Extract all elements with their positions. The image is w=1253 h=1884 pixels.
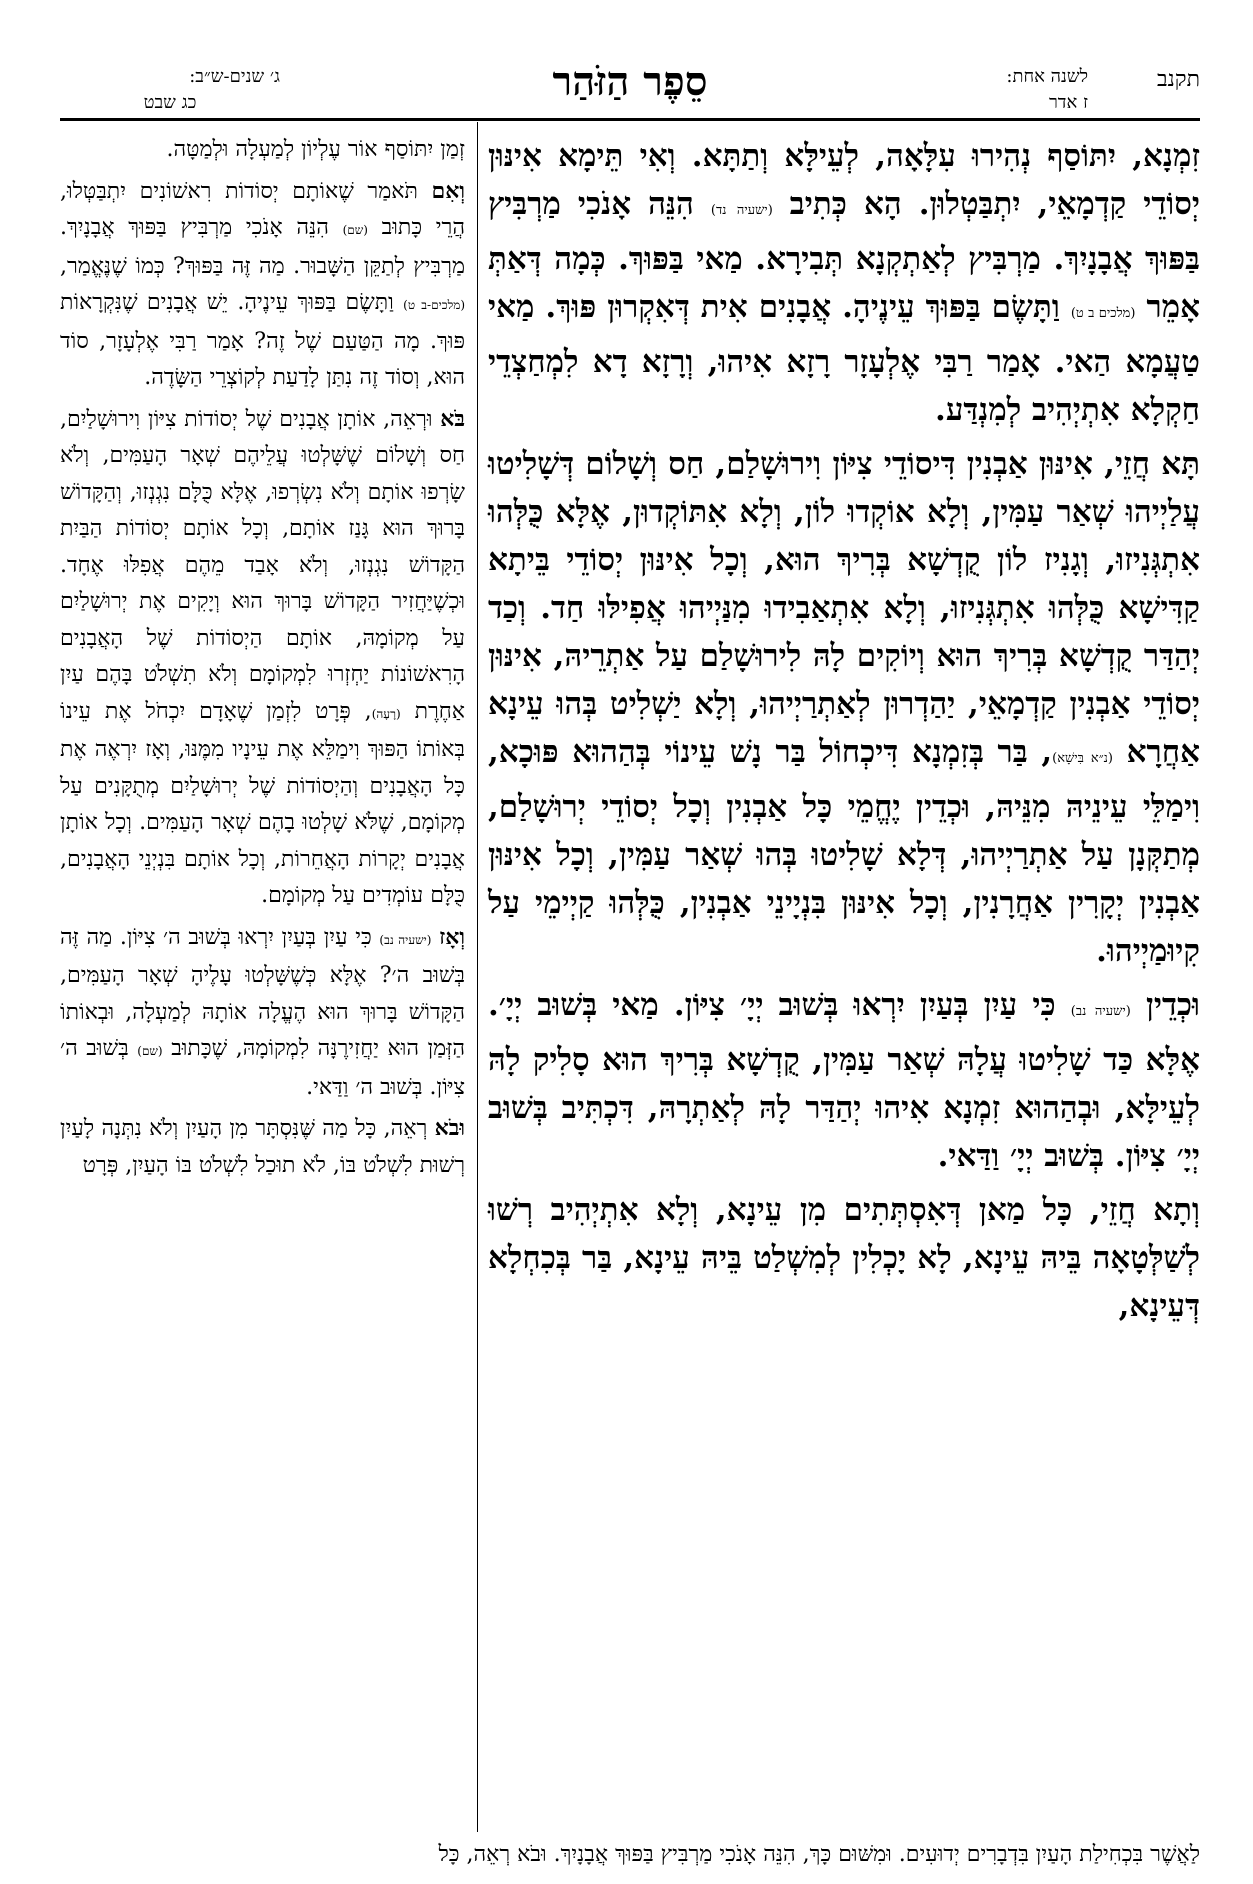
- side-text: רְאֵה, כָּל מַה שֶּׁנִּסְתָּר מִן הָעַיִן וְלֹא נִתְּנָה לָעַיִן רְשׁוּת לִשְׁלֹט בּוֹ, לֹא תוּכַל לִשְׁלֹט בּוֹ הָעַיִן, פְּרָט: [60, 1116, 465, 1178]
- side-text: וַתָּשֶׂם בַּפּוּךְ עֵינֶיהָ. יֵשׁ אֲבָנִים שֶׁנִּקְרָאוֹת פּוּךְ. מָה הַטַּעַם שֶׁל זֶה? אָמַר רַבִּי אֶלְעָזָר, סוֹד הוּא, וְסוֹד זֶה נִתַּן לָדַעַת לְקוֹצְרֵי הַשָּׂדֶה.: [60, 290, 465, 390]
- opening-word: בֹּא: [440, 405, 465, 432]
- verse-reference: (שם): [342, 223, 368, 237]
- side-text: תֹּאמַר שֶׁאוֹתָם יְסוֹדוֹת רִאשׁוֹנִים יִתְבַּטְּלוּ, הֲרֵי כָּתוּב: [60, 178, 465, 240]
- side-text: הִנֵּה אָנֹכִי מַרְבִּיץ בַּפּוּךְ אֲבָנָיִךְ. מַרְבִּיץ לְתַקֵּן הַשָּׁבוּר. מַה זֶּה בַּפּוּךְ? כְּמוֹ שֶׁנֶּאֱמַר,: [60, 215, 465, 279]
- year-date: ז אדר: [1048, 92, 1088, 113]
- verse-reference: (ישעיה נב): [379, 932, 432, 947]
- side-paragraph-2: [60, 173, 465, 397]
- side-text: בְּשׁוּב ה׳ צִיּוֹן. בְּשׁוּב ה׳ וַדַּאי.: [60, 1036, 465, 1100]
- footer-continuation: לַאֲשֶׁר בִּכְחִילַת הָעַיִן בִּדְבָרִים יְדוּעִים. וּמִשּׁוּם כָּךְ, הִנֵּה אָנֹכִי מַרְבִּיץ בַּפּוּךְ אֲבָנָיִךְ. וּבֹא רְאֵה, כָּל: [438, 1842, 1200, 1867]
- side-text: וּרְאֵה, אוֹתָן אֲבָנִים שֶׁל יְסוֹדוֹת צִיּוֹן וִירוּשָׁלַיִם, חַס וְשָׁלוֹם שֶׁשָּׁלְטוּ עֲלֵיהֶם שְׁאָר הָעַמִּים, וְלֹא שָׂרְפוּ אוֹתָם וְלֹא נִשְׂרְפוּ, אֶלָּא כֻּלָּם נִגְנְזוּ, וְהַקָּדוֹשׁ בָּרוּךְ הוּא גָּנַז אוֹתָם, וְכָל אוֹתָם יְסוֹדוֹת הַבַּיִת הַקָּדוֹשׁ נִגְנְזוּ, וְלֹא אָבַד מֵהֶם אֲפִלּוּ אֶחָד. וּכְשֶׁיַּחֲזִיר הַקָּדוֹשׁ בָּרוּךְ הוּא וְיָקִים אֶת יְרוּשָׁלַיִם עַל מְקוֹמָהּ, אוֹתָם הַיְסוֹדוֹת שֶׁל הָאֲבָנִים הָרִאשׁוֹנוֹת יַחְזְרוּ לִמְקוֹמָם וְלֹא תִשְׁלֹט בָּהֶם עַיִן אַחֶרֶת: [60, 406, 466, 724]
- main-text: זִמְנָא, יִתּוֹסַף נְהִירוּ עִלָּאָה, לְעֵילָּא וְתַתָּא. וְאִי תֵּימָא אִינּוּן יְסוֹדֵי קַדְמָאֵי, יִתְבַּטְלוּן. הָא כְּתִיב: [488, 138, 1201, 222]
- main-paragraph-3: [488, 981, 1200, 1180]
- main-paragraph-1: [488, 132, 1200, 434]
- year-schedule: [1006, 64, 1088, 116]
- variant-reference: (רָעָה): [371, 706, 401, 721]
- opening-word: וְאִם: [431, 177, 465, 204]
- side-paragraph-4: [60, 919, 465, 1107]
- opening-word: וּבֹא: [434, 1115, 465, 1141]
- verse-reference: (ישעיה נב): [1070, 1004, 1131, 1019]
- main-text: וַתָּשֶׂם בַּפּוּךְ עֵינֶיהָ. אֲבָנִים אִית דְּאִקְרוּן פּוּךְ. מַאי טַעֲמָא הַאי. אָמַר רַבִּי אֶלְעָזָר רָזָא אִיהוּ, וְרָזָא דָא לִמְחַצְדֵי חַקְלָא אִתְיְהִיב לְמִנְדַּע.: [488, 289, 1200, 428]
- main-paragraph-4: וְתָא חֲזֵי, כָּל מַאן דְּאִסְתְּתִים מִן עֵינָא, וְלָא אִתְיְהִיב רְשׁוּ לְשַׁלְּטָאָה בֵּיהּ עֵינָא, לָא יָכְלִין לְמִשְׁלַט בֵּיהּ עֵינָא, בַּר בְּכִחְלָא דְּעֵינָא,: [488, 1192, 1200, 1324]
- side-paragraph-5: [60, 1110, 465, 1184]
- cycle-schedule: [60, 64, 280, 116]
- side-text: כִּי עַיִן בְּעַיִן יִרְאוּ בְּשׁוּב ה׳ צִיּוֹן. מַה זֶּה בְּשׁוּב ה׳? אֶלָּא כְּשֶׁשָּׁלְטוּ עָלֶיהָ שְׁאָר הָעַמִּים, הַקָּדוֹשׁ בָּרוּךְ הוּא הֶעֱלָה אוֹתָהּ לְמַעְלָה, וּבְאוֹתוֹ הַזְּמַן הוּא יַחֲזִירֶנָּה לִמְקוֹמָהּ, שֶׁכָּתוּב: [60, 924, 466, 1061]
- column-divider: [477, 122, 478, 1832]
- section-label: תקנב: [1157, 67, 1200, 92]
- main-text: הִנֵּה אָנֹכִי מַרְבִּיץ בַּפּוּךְ אֲבָנָיִךְ. מַרְבִּיץ לְאַתְקְנָא תְּבִירָא. מַאי בַּפּוּךְ. כְּמָה דְּאַתְּ אָמֵר: [488, 186, 1201, 325]
- cycle-date: כג שבט: [143, 92, 197, 113]
- verse-reference: (מלכים-ב ט): [403, 298, 465, 312]
- main-paragraph-2: [488, 440, 1200, 975]
- aramaic-column: [488, 132, 1200, 1336]
- main-text: , בַּר בְּזִמְנָא דִּיכְחוֹל בַּר נָשׁ עֵינוֹי בְּהַהוּא פּוּכָא, וִימַלֵּי עֵינֵיהּ מִנֵּיהּ, וּכְדֵין יֶחֱמֵי כָּל אַבְנִין וְכָל יְסוֹדֵי יְרוּשָׁלַם, מְתַקְּנָן עַל אַתְרַיְיהוּ, דְּלָא שָׁלִיטוּ בְּהוּ שְׁאַר עַמִּין, וְכָל אִינּוּן אַבְנִין יְקָרִין אַחֲרָנִין, וְכָל אִינּוּן בִּנְיָינֵי אַבְנִין, כֻּלְּהוּ קַיְימֵי עַל קִיוּמַיְיהוּ.: [488, 734, 1200, 969]
- page-title: סֵפֶר הַזֹּהַר: [552, 58, 708, 105]
- verse-reference: (מלכים ב ט): [1070, 306, 1136, 321]
- verse-reference: (ישעיה נד): [710, 203, 773, 218]
- side-text: , פְּרָט לִזְמַן שֶׁאָדָם יִכְחֹל אֶת עֵינוֹ בְּאוֹתוֹ הַפּוּךְ וִימַלֵּא אֶת עֵינָיו מִמֶּנּוּ, וְאָז יִרְאֶה אֶת כָּל הָאֲבָנִים וְהַיְסוֹדוֹת שֶׁל יְרוּשָׁלַיִם מְתֻקָּנִים עַל מְקוֹמָם, שֶׁלֹּא שָׁלְטוּ בָהֶם שְׁאָר הָעַמִּים. וְכָל אוֹתָן אֲבָנִים יְקָרוֹת הָאֲחֵרוֹת, וְכָל אוֹתָם בִּנְיְנֵי הָאֲבָנִים, כֻּלָּם עוֹמְדִים עַל מְקוֹמָם.: [60, 698, 465, 908]
- header-rule: [60, 118, 1200, 121]
- variant-reference: (נ״א בִּישָׁא): [1052, 751, 1113, 766]
- main-text: תָּא חֲזֵי, אִינּוּן אַבְנִין דִּיסוֹדֵי צִיּוֹן וִירוּשָׁלַם, חַס וְשָׁלוֹם דְּשָׁלִיטוּ עֲלַיְיהוּ שְׁאַר עַמִּין, וְלָא אוֹקְדוּ לוֹן, וְלָא אִתּוֹקְדוּן, אֶלָּא כֻּלְּהוּ אִתְגְּנִיזוּ, וְגָנִיז לוֹן קֻדְשָׁא בְּרִיךְ הוּא, וְכָל אִינּוּן יְסוֹדֵי בֵּיתָא קַדִּישָׁא כֻּלְּהוּ אִתְגְּנִיזוּ, וְלָא אִתְאַבִידוּ מִנַּיְיהוּ אֲפִילּוּ חַד. וְכַד יְהַדַּר קֻדְשָׁא בְּרִיךְ הוּא וְיוֹקִים לָהּ לִירוּשָׁלַם עַל אַתְרֵיהּ, אִינּוּן יְסוֹדֵי אַבְנִין קַדְמָאֵי, יַהַדְרוּן לְאַתְרַיְיהוּ, וְלָא יַשְׁלִיט בְּהוּ עֵינָא אַחֲרָא: [488, 446, 1200, 770]
- page-header: [60, 58, 1200, 122]
- verse-reference: (שם): [137, 1044, 163, 1058]
- hebrew-translation-column: [60, 132, 465, 1188]
- cycle-label: ג׳ שנים-ש״ב:: [189, 66, 280, 87]
- main-text: וּכְדֵין: [1145, 987, 1200, 1023]
- side-paragraph-1: זְמַן יִתּוֹסַף אוֹר עֶלְיוֹן לְמַעְלָה וּלְמַטָּה.: [166, 137, 465, 162]
- side-paragraph-3: [60, 401, 465, 915]
- year-label: לשנה אחת:: [1006, 66, 1088, 87]
- main-text: כִּי עַיִן בְּעַיִן יִרְאוּ בְּשׁוּב יְיָ׳ צִיּוֹן. מַאי בְּשׁוּב יְיָ׳. אֶלָּא כַּד שָׁלִיטוּ עֲלָהּ שְׁאַר עַמִּין, קֻדְשָׁא בְּרִיךְ הוּא סָלִיק לָהּ לְעֵילָּא, וּבְהַהוּא זִמְנָא אִיהוּ יְהַדַּר לָהּ לְאַתְרָהּ, דִּכְתִּיב בְּשׁוּב יְיָ׳ צִיּוֹן. בְּשׁוּב יְיָ׳ וַדַּאי.: [488, 987, 1200, 1174]
- opening-word: וְאָז: [439, 923, 466, 950]
